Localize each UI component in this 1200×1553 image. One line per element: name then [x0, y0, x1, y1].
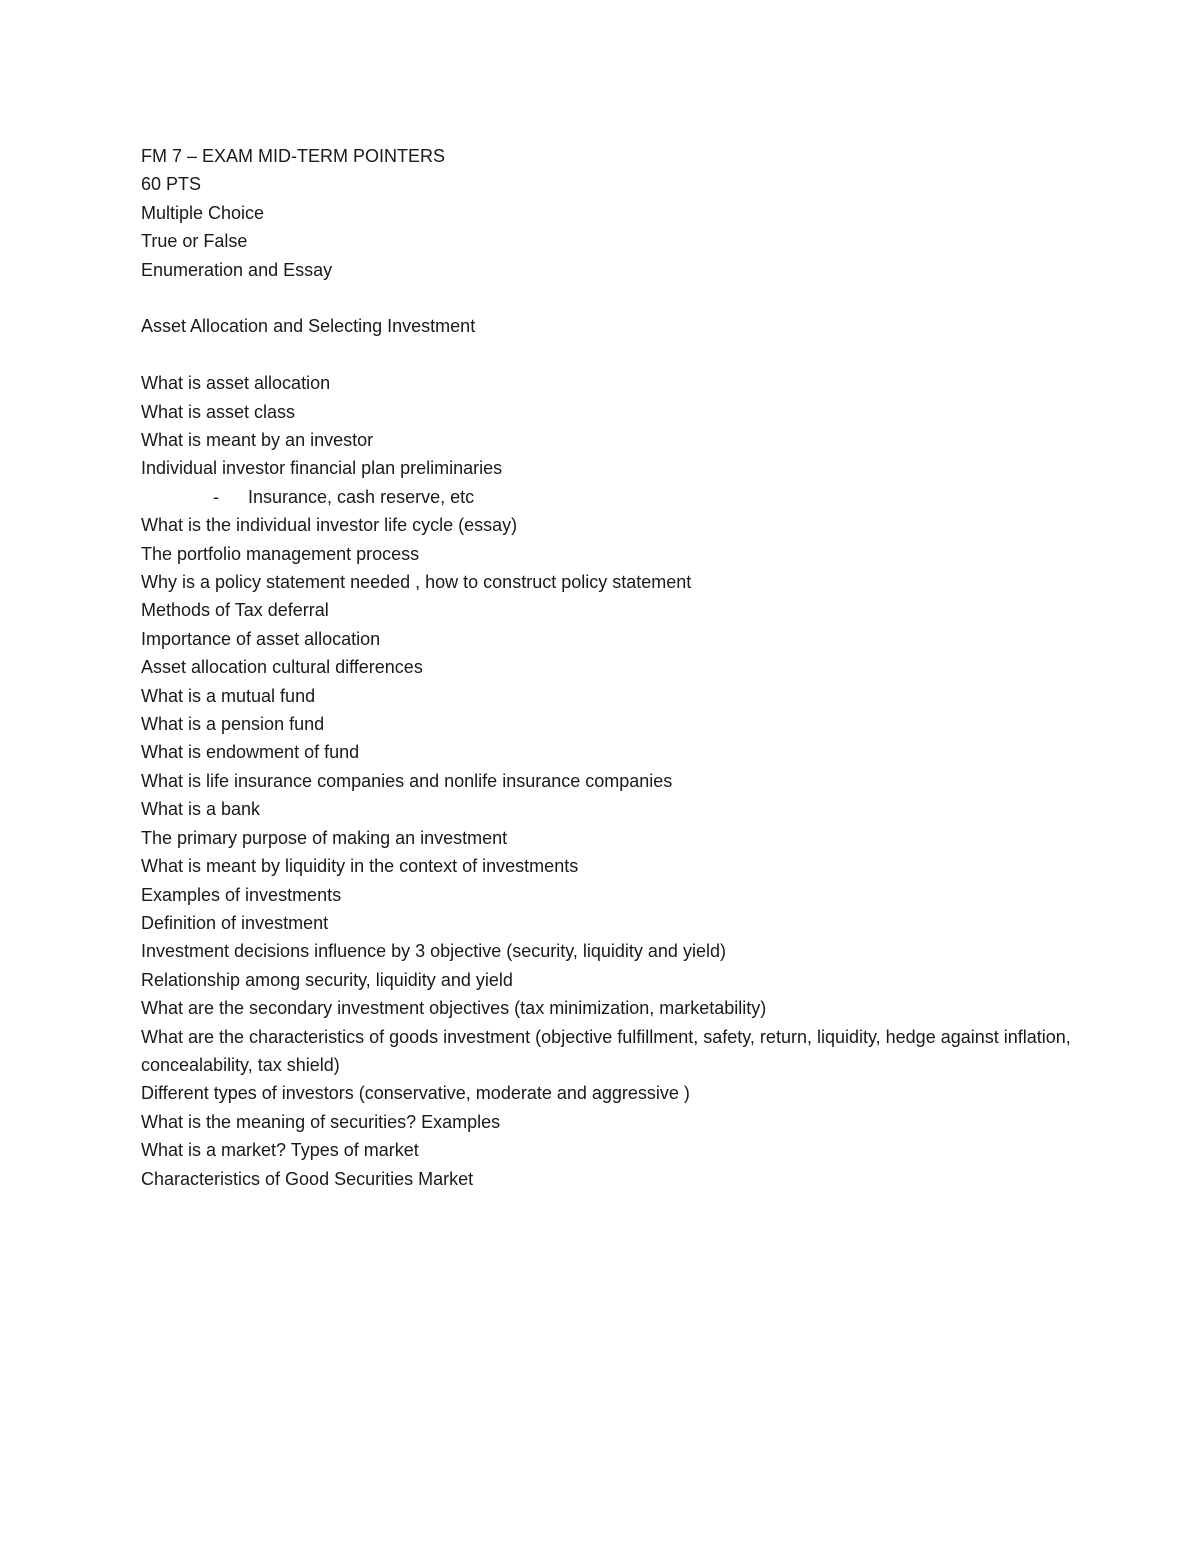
document-content — [141, 142, 1081, 1193]
exam-points: 60 PTS — [141, 174, 202, 195]
topic-item: What is the individual investor life cycle (essay) — [141, 515, 518, 536]
topic-item: Importance of asset allocation — [141, 628, 381, 649]
topic-item: What is the meaning of securities? Examples — [141, 1111, 501, 1132]
sub-item — [141, 483, 1081, 511]
topic-item: What is meant by liquidity in the context of investments — [141, 856, 579, 877]
topic-item: What is meant by an investor — [141, 430, 374, 451]
topic-item: Examples of investments — [141, 884, 342, 905]
topic-item: Definition of investment — [141, 912, 329, 933]
topic-item: Relationship among security, liquidity and yield — [141, 969, 513, 990]
topic-item: What is life insurance companies and nonlife insurance companies — [141, 770, 673, 791]
exam-type-item: True or False — [141, 231, 248, 252]
topic-item: The primary purpose of making an investment — [141, 827, 508, 848]
dash-bullet: - — [213, 486, 219, 507]
topic-item: Asset allocation cultural differences — [141, 657, 423, 678]
topic-item: Methods of Tax deferral — [141, 600, 329, 621]
topic-item: What are the characteristics of goods investment (objective fulfillment, safety, return, liquidity, hedge against inflation, concealability, tax shield) — [141, 1026, 1071, 1075]
topic-item: Investment decisions influence by 3 objective (security, liquidity and yield) — [141, 941, 726, 962]
topic-item: Individual investor financial plan preliminaries — [141, 458, 503, 479]
exam-type-item: Multiple Choice — [141, 202, 265, 223]
blank-line — [141, 284, 1081, 312]
exam-type-item: Enumeration and Essay — [141, 259, 333, 280]
topic-item: Why is a policy statement needed , how to construct policy statement — [141, 572, 692, 593]
blank-line — [141, 341, 1081, 369]
topic-item: Characteristics of Good Securities Market — [141, 1168, 474, 1189]
topic-item: What is a market? Types of market — [141, 1140, 419, 1161]
topic-item: What is a mutual fund — [141, 685, 316, 706]
sub-item-text: Insurance, cash reserve, etc — [248, 486, 475, 507]
topic-item: What is a bank — [141, 799, 261, 820]
topic-item: What is asset class — [141, 401, 296, 422]
topic-item: What is asset allocation — [141, 373, 331, 394]
topic-item: Different types of investors (conservative, moderate and aggressive ) — [141, 1083, 690, 1104]
topic-item: What is endowment of fund — [141, 742, 360, 763]
section-heading: Asset Allocation and Selecting Investment — [141, 316, 476, 337]
document-title: FM 7 – EXAM MID-TERM POINTERS — [141, 146, 446, 166]
topic-item: What are the secondary investment objectives (tax minimization, marketability) — [141, 998, 767, 1019]
topic-item: What is a pension fund — [141, 714, 325, 735]
topic-item: The portfolio management process — [141, 543, 420, 564]
